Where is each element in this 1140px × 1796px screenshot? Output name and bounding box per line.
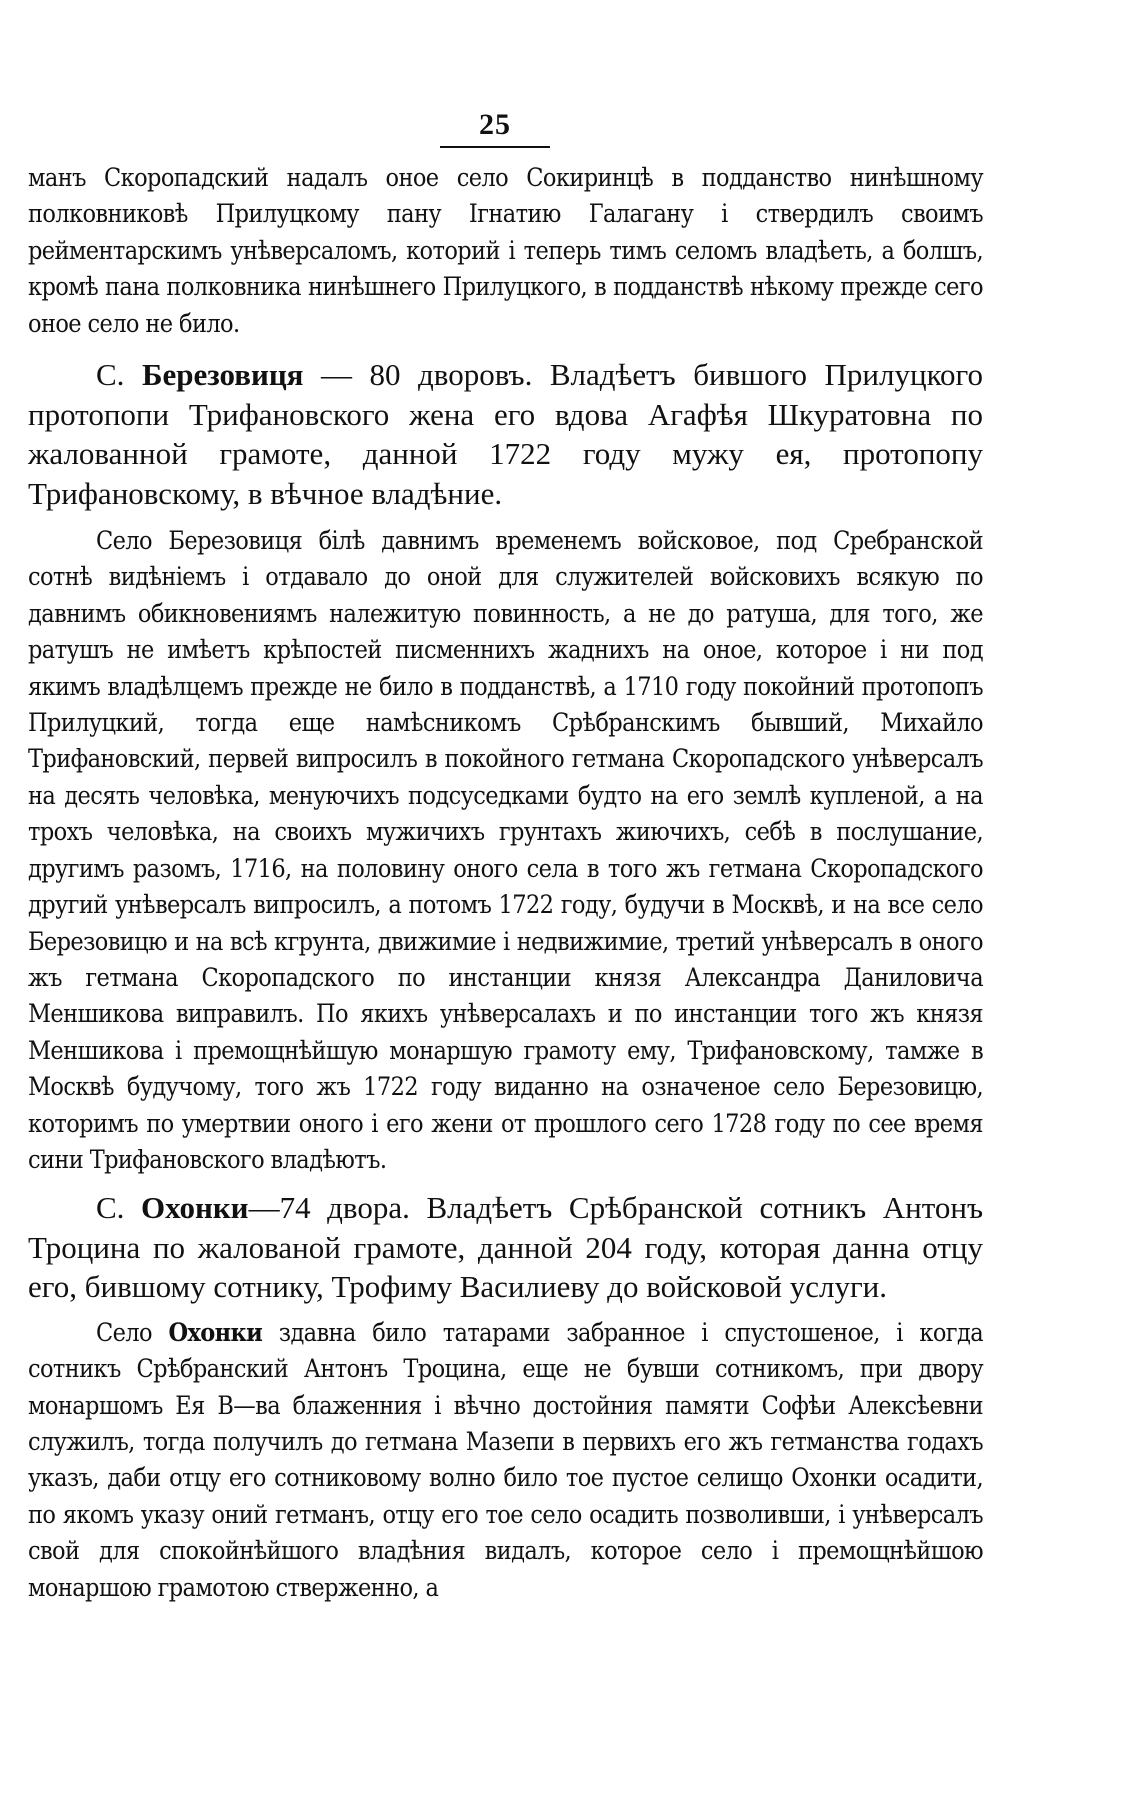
paragraph-sokyryntsi-continuation <box>28 160 983 342</box>
entry-text: —74 двора. Владѣетъ Срѣбранской сотникъ Антонъ Троцина по жалованой грамоте, данной 204 году, которая данна отцу его, бившому сотнику, Трофиму Василиеву до войсковой услуги. <box>28 1190 983 1305</box>
paragraph-text: манъ Скоропадский надалъ оное село Сокиринцѣ в подданство нинѣшному полковниковѣ Прилуцкому пану Iгнатию Галагану i ствердилъ своимъ рейментарскимъ унѣверсаломъ, которий i теперь тимъ селомъ владѣеть, а болшъ, кромѣ пана полковника нинѣшнего Прилуцкого, в подданствѣ нѣкому прежде сего оное село не било. <box>28 163 983 338</box>
page-number-rule <box>440 146 550 148</box>
paragraph-okhonky-history <box>28 1315 983 1606</box>
paragraph-village-name: Охонки <box>168 1317 263 1347</box>
paragraph-prefix: Село <box>96 1317 169 1347</box>
entry-village-name: Охонки <box>141 1190 249 1226</box>
paragraph-berezovytsia-history <box>28 523 983 1178</box>
paragraph-text: Село Березовиця бiлѣ давнимъ временемъ войсковое, под Сребранской сотнѣ видѣнiемъ i отдавало до оной для служителей войсковихъ всякую по давнимъ обикновениямъ належитую повинность, а не до ратуша, для того, же ратушъ не имѣетъ крѣпостей писменнихъ жаднихъ на оное, которое i ни под якимъ владѣлцемъ прежде не било в подданствѣ, а 1710 году покойний протопопъ Прилуцкий, тогда еще намѣсникомъ Срѣбранскимъ бывший, Михайло Трифановский, первей випросилъ в покойного гетмана Скоропадского унѣверсалъ на десять человѣка, менуючихъ подсуседками будто на его землѣ купленой, а на трохъ человѣка, на своихъ мужичихъ грунтахъ жиючихъ, себѣ в послушание, другимъ разомъ, 1716, на половину оного села в того жъ гетмана Скоропадского другий унѣверсалъ випросилъ, а потомъ 1722 году, будучи в Москвѣ, и на все село Березовицю и на всѣ кгрунта, движимие i недвижимие, третий унѣверсалъ в оного жъ гетмана Скоропадского по инстанции князя Александра Даниловича Меншикова виправилъ. По якихъ унѣверсалахъ и по инстанции того жъ князя Меншикова i премощнѣйшую монаршую грамоту ему, Трифановскому, тамже в Москвѣ будучому, того жъ 1722 году виданно на означеное село Березовицю, которимъ по умертвии оного i его жени от прошлого сего 1728 году по сее время сини Трифановского владѣютъ. <box>28 526 983 1174</box>
entry-village-name: Березовиця <box>141 357 304 393</box>
paragraph-text: здавна било татарами забранное i спустошеное, i когда сотникъ Срѣбранский Антонъ Троцина, еще не бувши сотникомъ, при двору монаршомъ Ея В—ва блаженния i вѣчно достойния памяти Софѣи Алексѣевни служилъ, тогда получилъ до гетмана Мазепи в первихъ его жъ гетманства годахъ указъ, даби отцу его сотниковому волно било тое пустое селищо Охонки осадити, по якомъ указу оний гетманъ, отцу его тое село осадить позволивши, i унѣверсалъ свой для спокойнѣйшого владѣния видалъ, которое село i премощнѣйшою монаршою грамотою стверженно, а <box>28 1317 983 1602</box>
entry-prefix: С. <box>96 357 142 393</box>
page-body <box>28 160 983 1606</box>
page-number: 25 <box>479 108 511 141</box>
entry-text: — 80 дворовъ. Владѣетъ бившого Прилуцкого протопопи Трифановского жена его вдова Агафѣя Шкуратовна по жалованной грамоте, данной 1722 году мужу ея, протопопу Трифановскому, в вѣчное владѣние. <box>28 357 984 511</box>
entry-prefix: С. <box>96 1190 142 1226</box>
paragraph-entry-berezovytsia <box>28 355 983 513</box>
paragraph-entry-okhonky <box>28 1188 983 1307</box>
